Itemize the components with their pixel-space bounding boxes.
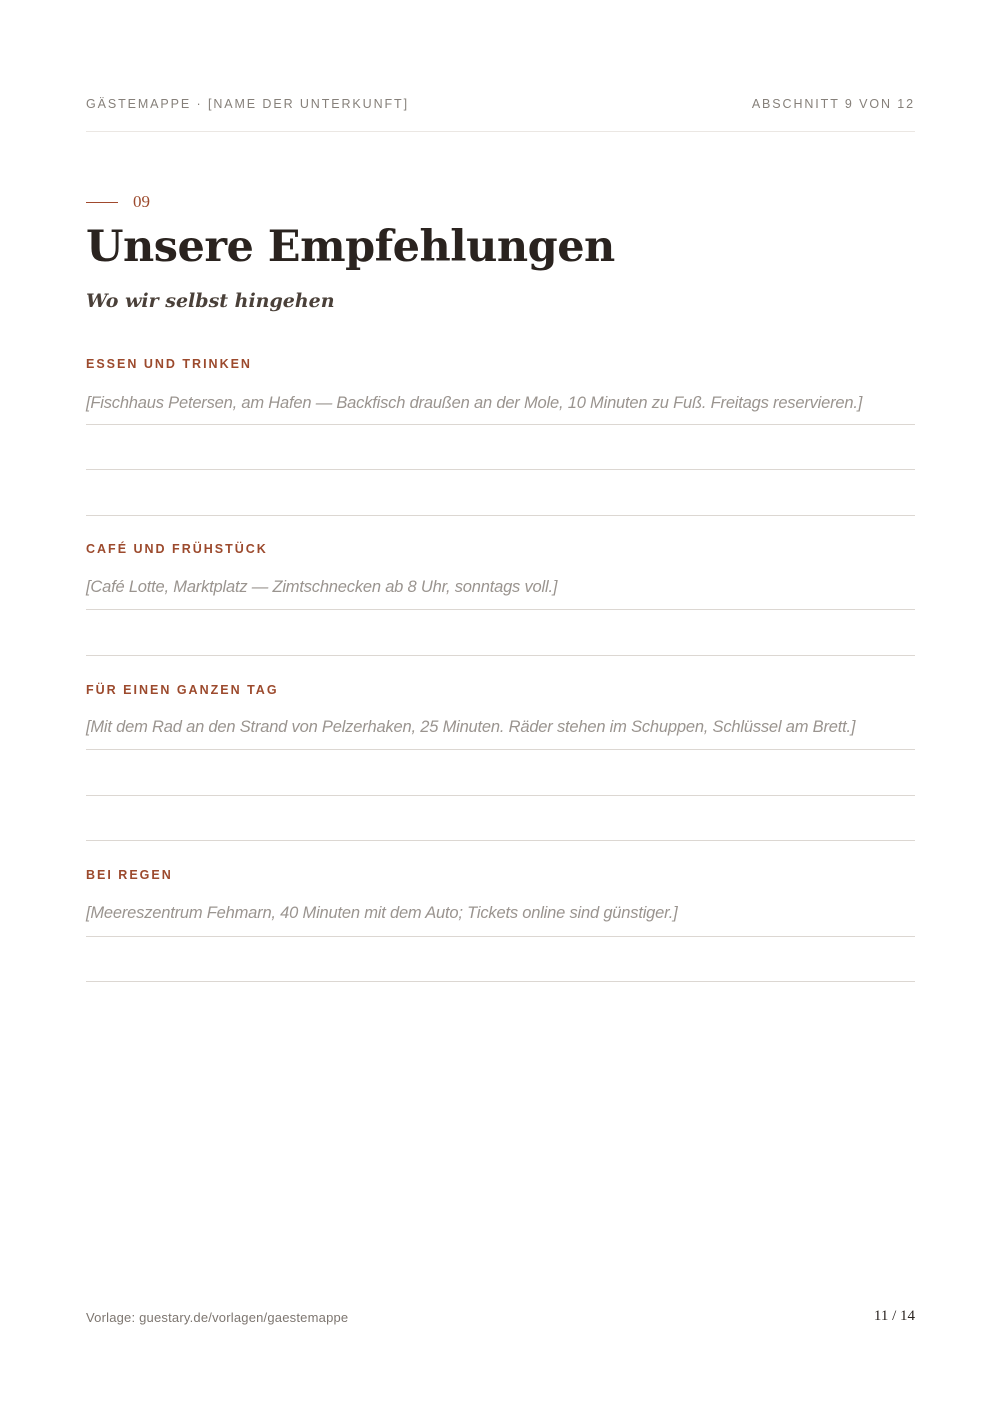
writing-line	[86, 515, 915, 516]
category-label-day-trip: FÜR EINEN GANZEN TAG	[86, 683, 279, 697]
writing-line	[86, 795, 915, 796]
writing-line	[86, 749, 915, 750]
page-title: Unsere Empfehlungen	[86, 222, 615, 272]
category-label-cafe: CAFÉ UND FRÜHSTÜCK	[86, 542, 268, 556]
entry-cafe: [Café Lotte, Marktplatz — Zimtschnecken ab 8 Uhr, sonntags voll.]	[86, 578, 558, 596]
writing-line	[86, 424, 915, 425]
entry-rain: [Meereszentrum Fehmarn, 40 Minuten mit dem Auto; Tickets online sind günstiger.]	[86, 904, 678, 922]
category-label-food: ESSEN UND TRINKEN	[86, 357, 252, 371]
entry-food: [Fischhaus Petersen, am Hafen — Backfisch draußen an der Mole, 10 Minuten zu Fuß. Freitags reservieren.]	[86, 394, 863, 412]
footer-source: Vorlage: guestary.de/vorlagen/gaestemappe	[86, 1310, 349, 1325]
writing-line	[86, 469, 915, 470]
writing-line	[86, 981, 915, 982]
category-label-rain: BEI REGEN	[86, 868, 173, 882]
section-number: 09	[133, 192, 150, 211]
writing-line	[86, 936, 915, 937]
writing-line	[86, 655, 915, 656]
document-page	[86, 0, 915, 1415]
entry-day-trip: [Mit dem Rad an den Strand von Pelzerhaken, 25 Minuten. Räder stehen im Schuppen, Schlüssel am Brett.]	[86, 718, 856, 736]
writing-line	[86, 609, 915, 610]
section-dash	[86, 202, 118, 203]
header-section-indicator: ABSCHNITT 9 VON 12	[751, 97, 915, 111]
header-title: GÄSTEMAPPE · [NAME DER UNTERKUNFT]	[86, 97, 409, 111]
page-subtitle: Wo wir selbst hingehen	[86, 290, 335, 312]
page-header	[86, 97, 915, 113]
page-number: 11 / 14	[873, 1308, 915, 1324]
header-divider	[86, 131, 915, 132]
writing-line	[86, 840, 915, 841]
